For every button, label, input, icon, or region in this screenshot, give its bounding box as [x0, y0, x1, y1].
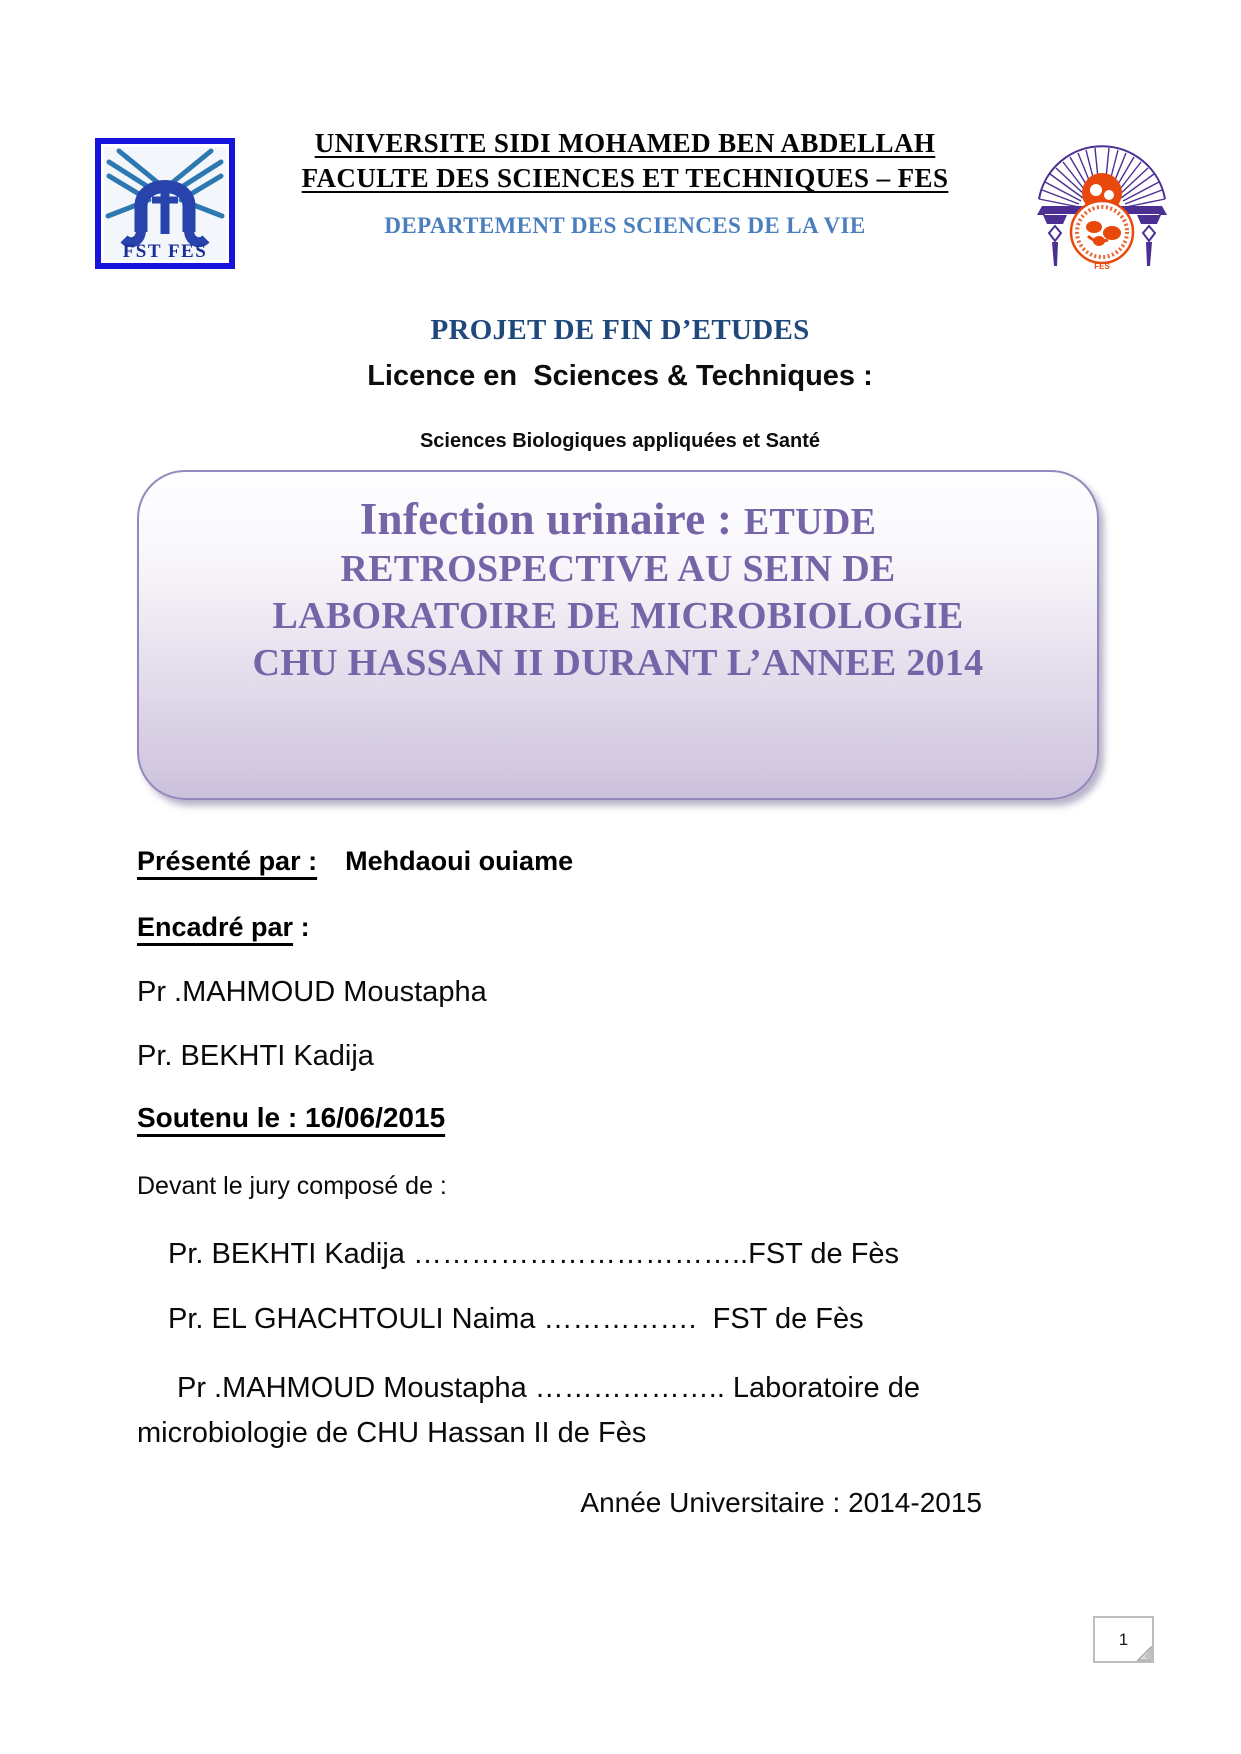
- supervised-by-label: Encadré par: [137, 912, 294, 942]
- fst-fes-logo: [95, 138, 235, 269]
- thesis-title-etude: ETUDE: [743, 501, 877, 543]
- degree-heading: Licence en Sciences & Techniques :: [367, 360, 873, 392]
- supervised-by-line: [137, 912, 310, 943]
- faculty-name: FACULTE DES SCIENCES ET TECHNIQUES – FES: [301, 163, 949, 193]
- thesis-title-line-4: CHU HASSAN II DURANT L’ANNEE 2014: [252, 642, 984, 684]
- thesis-title-line-1: [139, 496, 1097, 546]
- fst-logo-text: FST FES: [122, 241, 208, 262]
- jury-heading: Devant le jury composé de :: [137, 1172, 447, 1200]
- speciality-heading: Sciences Biologiques appliquées et Santé: [419, 430, 821, 452]
- thesis-title: [139, 496, 1097, 687]
- jury-member-2: Pr. EL GHACHTOULI Naima ……………. FST de Fès: [168, 1303, 864, 1335]
- presented-by-label: Présenté par :: [137, 846, 318, 876]
- defense-date-line: [137, 1102, 445, 1134]
- thesis-title-line-2: RETROSPECTIVE AU SEIN DE: [340, 548, 896, 590]
- university-name: UNIVERSITE SIDI MOHAMED BEN ABDELLAH: [314, 128, 936, 158]
- supervisor-1: Pr .MAHMOUD Moustapha: [137, 976, 487, 1008]
- page-number-box: [1093, 1616, 1154, 1663]
- thesis-title-box: [137, 470, 1099, 800]
- department-name: DEPARTEMENT DES SCIENCES DE LA VIE: [384, 213, 866, 238]
- header-text-block: [245, 126, 1005, 239]
- supervised-by-colon: :: [293, 912, 310, 942]
- university-seal-icon: [1022, 120, 1182, 270]
- page-number: 1: [1118, 1629, 1129, 1649]
- page-fold-icon: [1135, 1644, 1154, 1663]
- presented-by-value: Mehdaoui ouiame: [345, 846, 574, 876]
- project-type-heading: PROJET DE FIN D’ETUDES: [430, 314, 810, 346]
- jury-member-3: Pr .MAHMOUD Moustapha ……………….. Laboratoire de microbiologie de CHU Hassan II de Fès: [137, 1372, 920, 1449]
- seal-fes-text: FES: [1094, 262, 1110, 270]
- supervisor-2: Pr. BEKHTI Kadija: [137, 1040, 374, 1072]
- thesis-title-lead: Infection urinaire :: [359, 494, 744, 544]
- jury-member-1: Pr. BEKHTI Kadija ……………………………..FST de Fès: [168, 1238, 900, 1270]
- thesis-title-line-3: LABORATOIRE DE MICROBIOLOGIE: [272, 595, 964, 637]
- presented-by-line: [137, 846, 573, 877]
- academic-year: Année Universitaire : 2014-2015: [580, 1487, 982, 1518]
- defense-date-text: Soutenu le : 16/06/2015: [137, 1102, 446, 1133]
